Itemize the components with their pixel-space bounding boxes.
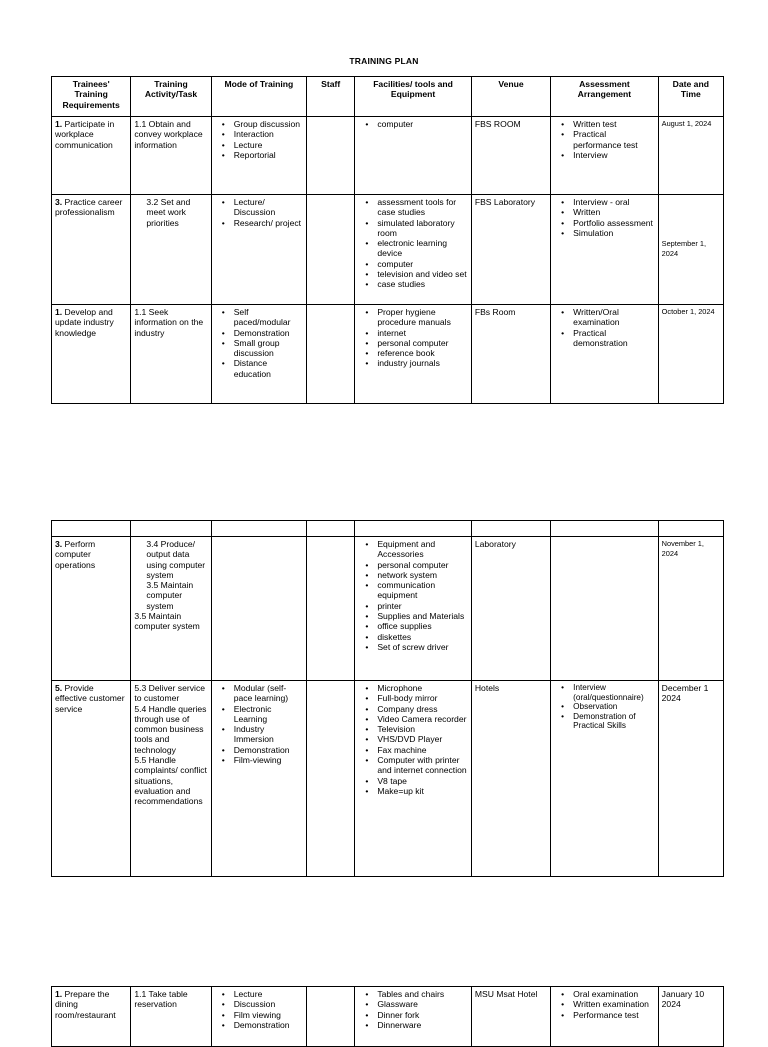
mode-item: • Industry Immersion bbox=[234, 724, 303, 745]
facility-item: • computer bbox=[377, 259, 468, 269]
assessment-item: • Written/Oral examination bbox=[573, 307, 654, 328]
assessment-item: • Interview - oral bbox=[573, 197, 654, 207]
activity-item: 3.2 Set and meet work priorities bbox=[146, 197, 191, 228]
mode-item: • Group discussion bbox=[234, 119, 303, 129]
facility-item: • television and video set bbox=[377, 269, 468, 279]
table-row bbox=[52, 195, 724, 305]
document-title: TRAINING PLAN bbox=[349, 56, 419, 66]
activity-item: 1.1 Seek information on the industry bbox=[134, 307, 204, 338]
facility-item: • simulated laboratory room bbox=[377, 218, 468, 239]
venue-cell: Hotels bbox=[471, 681, 550, 877]
facility-item: • Make=up kit bbox=[377, 786, 468, 796]
assessment-item: • Written test bbox=[573, 119, 654, 129]
venue-cell: Laboratory bbox=[471, 537, 550, 681]
requirement-cell bbox=[52, 305, 131, 404]
activity-item: 1.1 Obtain and convey workplace information bbox=[134, 119, 203, 150]
facility-item: • electronic learning device bbox=[377, 238, 468, 259]
facilities-cell bbox=[355, 305, 472, 404]
facility-item: • Full-body mirror bbox=[377, 693, 468, 703]
facility-item: • Glassware bbox=[377, 999, 468, 1009]
requirement-text: Develop and update industry knowledge bbox=[55, 307, 114, 338]
assessment-item: • Observation bbox=[573, 702, 654, 712]
mode-item: • Distance education bbox=[234, 358, 303, 379]
facilities-cell bbox=[355, 537, 472, 681]
requirement-number: 5. bbox=[55, 683, 63, 693]
activity-cell bbox=[131, 117, 211, 195]
assessment-cell bbox=[551, 987, 658, 1047]
assessment-item: • Written bbox=[573, 207, 654, 217]
staff-cell bbox=[307, 681, 355, 877]
header-row bbox=[52, 77, 724, 117]
facility-item: • Set of screw driver bbox=[377, 642, 468, 652]
assessment-item: • Portfolio assessment bbox=[573, 218, 654, 228]
venue-cell: MSU Msat Hotel bbox=[471, 987, 550, 1047]
table-row bbox=[52, 305, 724, 404]
facility-item: • Television bbox=[377, 724, 468, 734]
requirement-number: 3. bbox=[55, 197, 63, 207]
facility-item: • office supplies bbox=[377, 621, 468, 631]
facility-item: • diskettes bbox=[377, 632, 468, 642]
mode-item: • Self paced/modular bbox=[234, 307, 303, 328]
date-cell: November 1, 2024 bbox=[658, 537, 723, 681]
staff-cell bbox=[307, 537, 355, 681]
assessment-cell bbox=[551, 681, 658, 877]
staff-cell bbox=[307, 195, 355, 305]
mode-item: • Film-viewing bbox=[234, 755, 303, 765]
requirement-text: Prepare the dining room/restaurant bbox=[55, 989, 116, 1020]
training-plan-table-3 bbox=[51, 986, 724, 1047]
mode-item: • Discussion bbox=[234, 999, 303, 1009]
facility-item: • personal computer bbox=[377, 338, 468, 348]
mode-item: • Lecture bbox=[234, 989, 303, 999]
mode-cell bbox=[211, 117, 306, 195]
facility-item: • personal computer bbox=[377, 560, 468, 570]
header-activity: Training Activity/Task bbox=[131, 77, 211, 117]
facility-item: • Microphone bbox=[377, 683, 468, 693]
mode-cell bbox=[211, 195, 306, 305]
mode-item: • Research/ project bbox=[234, 218, 303, 228]
assessment-item: • Simulation bbox=[573, 228, 654, 238]
requirement-cell bbox=[52, 987, 131, 1047]
requirement-cell bbox=[52, 681, 131, 877]
requirement-text: Practice career professionalism bbox=[55, 197, 123, 218]
facility-item: • network system bbox=[377, 570, 468, 580]
table-row bbox=[52, 681, 724, 877]
facility-item: • industry journals bbox=[377, 358, 468, 368]
facilities-cell bbox=[355, 987, 472, 1047]
activity-cell bbox=[131, 537, 211, 681]
mode-item: • Lecture/ Discussion bbox=[234, 197, 303, 218]
activity-item: 5.4 Handle queries through use of common business tools and technology bbox=[134, 703, 207, 755]
date-cell: December 1 2024 bbox=[658, 681, 723, 877]
assessment-item: • Practical performance test bbox=[573, 129, 654, 150]
staff-cell bbox=[307, 305, 355, 404]
assessment-item: • Performance test bbox=[573, 1010, 654, 1020]
mode-item: • Demonstration bbox=[234, 328, 303, 338]
facility-item: • Dinnerware bbox=[377, 1020, 468, 1030]
activity-cell bbox=[131, 681, 211, 877]
assessment-item: • Interview bbox=[573, 150, 654, 160]
header-facilities: Facilities/ tools and Equipment bbox=[355, 77, 472, 117]
venue-cell: FBS ROOM bbox=[471, 117, 550, 195]
header-requirements: Trainees' Training Requirements bbox=[52, 77, 131, 117]
assessment-cell bbox=[551, 537, 658, 681]
requirement-cell bbox=[52, 537, 131, 681]
mode-item: • Demonstration bbox=[234, 1020, 303, 1030]
assessment-cell bbox=[551, 195, 658, 305]
facility-item: • Proper hygiene procedure manuals bbox=[377, 307, 468, 328]
facility-item: • Video Camera recorder bbox=[377, 714, 468, 724]
mode-cell bbox=[211, 537, 306, 681]
date-cell: August 1, 2024 bbox=[658, 117, 723, 195]
header-staff: Staff bbox=[307, 77, 355, 117]
activity-item: 3.5 Maintain computer system bbox=[134, 611, 200, 632]
date-cell: January 10 2024 bbox=[658, 987, 723, 1047]
facility-item: • case studies bbox=[377, 279, 468, 289]
training-plan-table-1 bbox=[51, 76, 724, 404]
activity-cell bbox=[131, 987, 211, 1047]
date-cell: October 1, 2024 bbox=[658, 305, 723, 404]
table-row bbox=[52, 117, 724, 195]
requirement-number: 3. bbox=[55, 539, 63, 549]
header-date: Date and Time bbox=[658, 77, 723, 117]
header-mode: Mode of Training bbox=[211, 77, 306, 117]
mode-cell bbox=[211, 987, 306, 1047]
facility-item: • Computer with printer and internet connection bbox=[377, 755, 468, 776]
training-plan-table-2 bbox=[51, 520, 724, 877]
requirement-text: Provide effective customer service bbox=[55, 683, 125, 714]
empty-header-row bbox=[52, 521, 724, 537]
activity-cell bbox=[131, 195, 211, 305]
requirement-text: Participate in workplace communication bbox=[55, 119, 115, 150]
mode-item: • Modular (self-pace learning) bbox=[234, 683, 303, 704]
venue-cell: FBS Laboratory bbox=[471, 195, 550, 305]
table-row bbox=[52, 537, 724, 681]
assessment-cell bbox=[551, 305, 658, 404]
mode-item: • Small group discussion bbox=[234, 338, 303, 359]
facility-item: • internet bbox=[377, 328, 468, 338]
mode-item: • Reportorial bbox=[234, 150, 303, 160]
mode-cell bbox=[211, 305, 306, 404]
facility-item: • Fax machine bbox=[377, 745, 468, 755]
facility-item: • reference book bbox=[377, 348, 468, 358]
requirement-cell bbox=[52, 117, 131, 195]
venue-cell: FBs Room bbox=[471, 305, 550, 404]
table-row bbox=[52, 987, 724, 1047]
assessment-item: • Written examination bbox=[573, 999, 654, 1009]
activity-cell bbox=[131, 305, 211, 404]
staff-cell bbox=[307, 987, 355, 1047]
facility-item: • Supplies and Materials bbox=[377, 611, 468, 621]
requirement-number: 1. bbox=[55, 307, 63, 317]
activity-item: 5.3 Deliver service to customer bbox=[134, 683, 206, 704]
facilities-cell bbox=[355, 195, 472, 305]
facility-item: • VHS/DVD Player bbox=[377, 734, 468, 744]
requirement-number: 1. bbox=[55, 989, 63, 999]
requirement-cell bbox=[52, 195, 131, 305]
mode-item: • Lecture bbox=[234, 140, 303, 150]
mode-item: • Film viewing bbox=[234, 1010, 303, 1020]
assessment-item: • Interview (oral/questionnaire) bbox=[573, 683, 654, 702]
activity-item: 3.4 Produce/ output data using computer system bbox=[146, 539, 206, 580]
activity-item: 5.5 Handle complaints/ conflict situations, evaluation and recommendations bbox=[134, 755, 207, 807]
facility-item: • printer bbox=[377, 601, 468, 611]
facility-item: • Company dress bbox=[377, 704, 468, 714]
requirement-number: 1. bbox=[55, 119, 63, 129]
assessment-item: • Demonstration of Practical Skills bbox=[573, 712, 654, 731]
facility-item: • Dinner fork bbox=[377, 1010, 468, 1020]
requirement-text: Perform computer operations bbox=[55, 539, 96, 570]
mode-item: • Demonstration bbox=[234, 745, 303, 755]
facility-item: • computer bbox=[377, 119, 468, 129]
mode-cell bbox=[211, 681, 306, 877]
facilities-cell bbox=[355, 117, 472, 195]
facility-item: • assessment tools for case studies bbox=[377, 197, 468, 218]
header-venue: Venue bbox=[471, 77, 550, 117]
assessment-item: • Practical demonstration bbox=[573, 328, 654, 349]
facility-item: • Tables and chairs bbox=[377, 989, 468, 999]
activity-item: 3.5 Maintain computer system bbox=[146, 580, 194, 611]
facilities-cell bbox=[355, 681, 472, 877]
facility-item: • communication equipment bbox=[377, 580, 468, 601]
mode-item: • Interaction bbox=[234, 129, 303, 139]
mode-item: • Electronic Learning bbox=[234, 704, 303, 725]
assessment-cell bbox=[551, 117, 658, 195]
assessment-item: • Oral examination bbox=[573, 989, 654, 999]
activity-item: 1.1 Take table reservation bbox=[134, 989, 188, 1010]
facility-item: • V8 tape bbox=[377, 776, 468, 786]
header-assessment: Assessment Arrangement bbox=[551, 77, 658, 117]
date-cell: September 1, 2024 bbox=[658, 195, 723, 305]
staff-cell bbox=[307, 117, 355, 195]
facility-item: • Equipment and Accessories bbox=[377, 539, 468, 560]
